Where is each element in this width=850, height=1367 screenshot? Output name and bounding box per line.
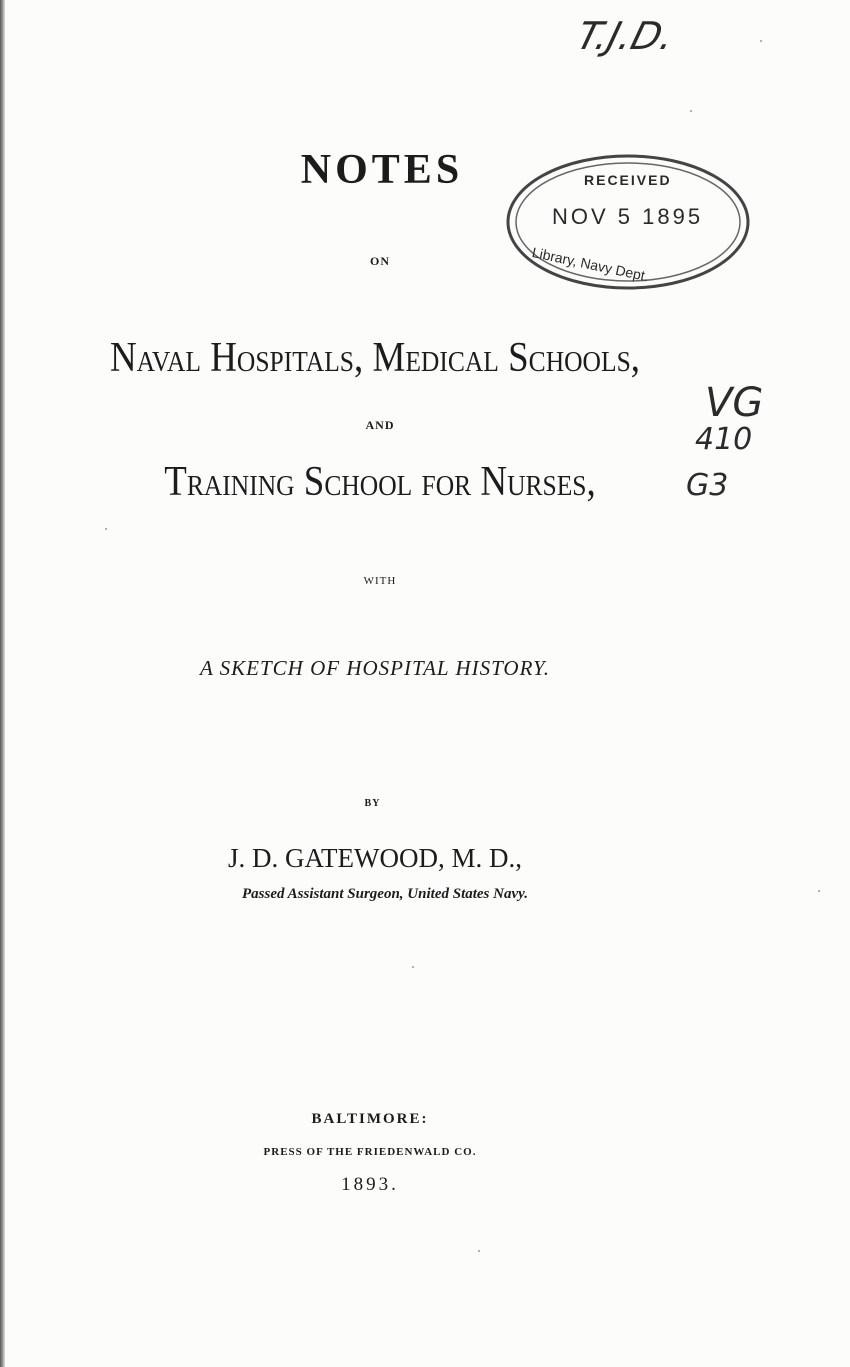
word-by: BY [364, 798, 381, 809]
word-with: WITH [363, 575, 397, 587]
title-line-2: Training School for Nurses, [164, 459, 596, 505]
library-stamp [504, 152, 752, 292]
word-on: ON [370, 254, 390, 268]
subtitle: A SKETCH OF HOSPITAL HISTORY. [199, 656, 551, 680]
title-line-1: Naval Hospitals, Medical Schools, [109, 335, 641, 381]
handwritten-call-number-1: VG [705, 380, 764, 426]
stamp-top-text: RECEIVED [584, 172, 672, 188]
paper-speck [412, 966, 414, 968]
heading-notes: NOTES [300, 147, 464, 193]
paper-speck [818, 890, 820, 892]
imprint-place: BALTIMORE: [311, 1111, 429, 1127]
imprint-press: PRESS OF THE FRIEDENWALD CO. [263, 1146, 477, 1158]
handwritten-initials: T.J.D. [572, 14, 680, 58]
paper-speck [760, 40, 762, 42]
imprint-year: 1893. [341, 1174, 399, 1195]
author-name: J. D. GATEWOOD, M. D., [228, 843, 522, 873]
binding-edge [0, 0, 5, 1367]
word-and: AND [365, 418, 395, 432]
stamp-date: NOV 5 1895 [552, 204, 704, 229]
handwritten-call-number-3: G3 [686, 468, 729, 503]
handwritten-call-number-2: 410 [695, 422, 753, 457]
paper-speck [478, 1250, 480, 1252]
stamp-bottom-text: Library, Navy Dept. [530, 244, 651, 285]
paper-speck [690, 110, 692, 112]
paper-speck [105, 528, 107, 530]
author-rank: Passed Assistant Surgeon, United States Navy. [241, 886, 528, 902]
